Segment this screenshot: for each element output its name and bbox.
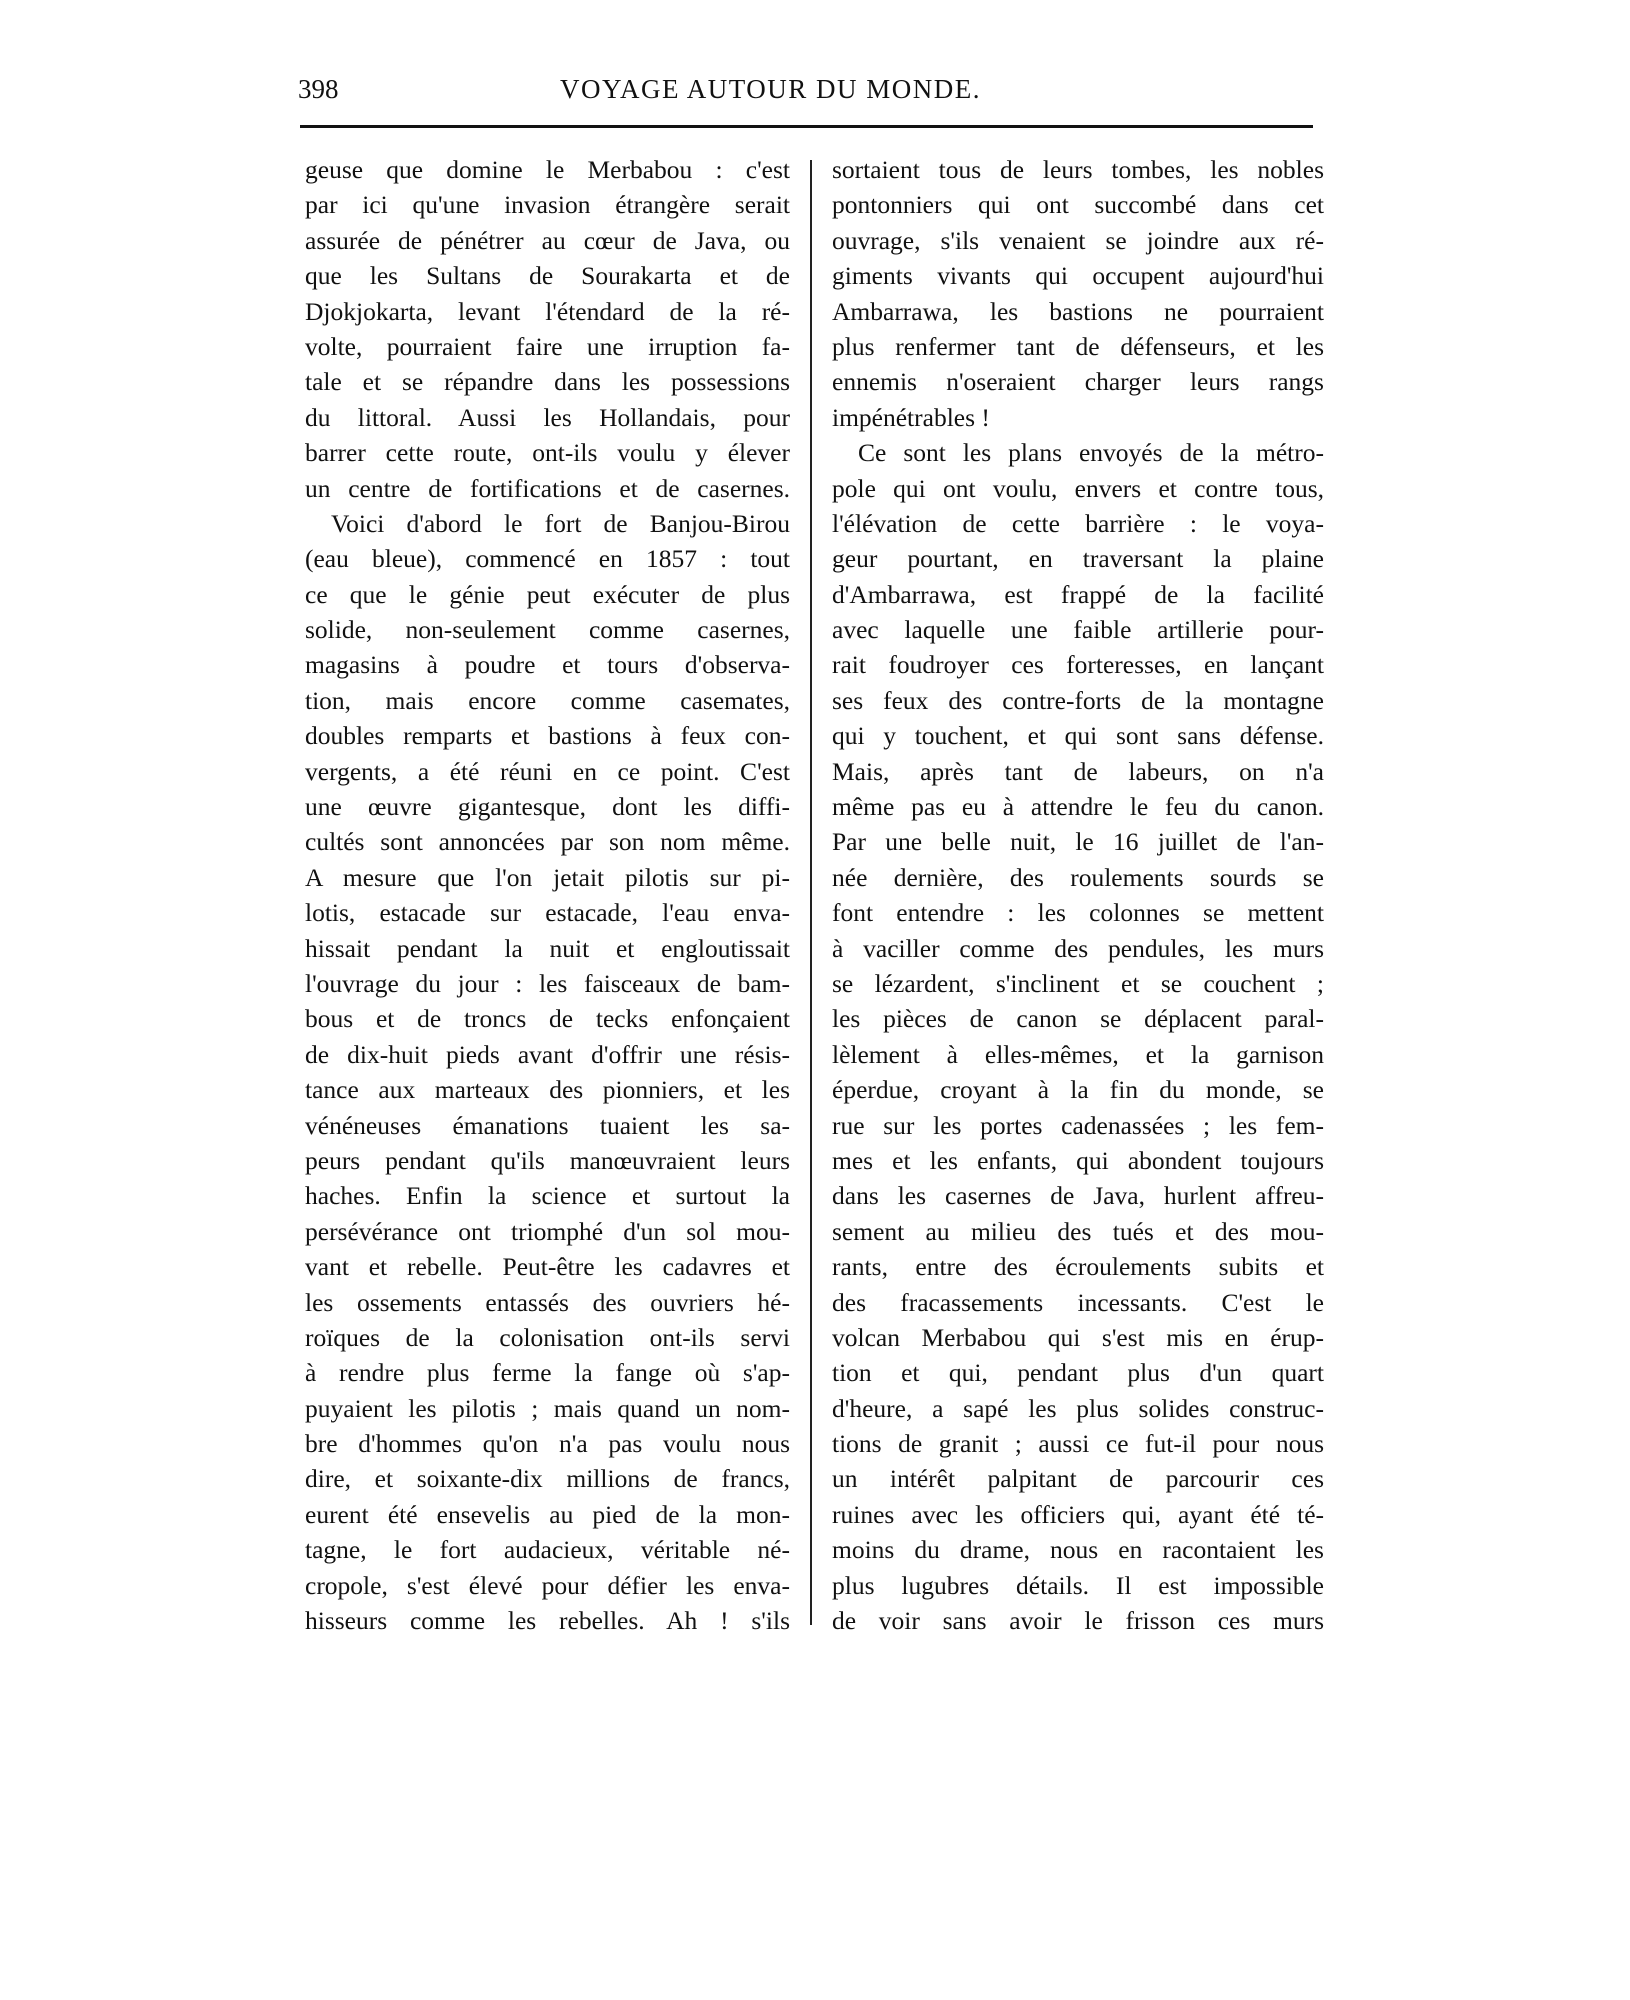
text-line: A mesure que l'on jetait pilotis sur pi- bbox=[305, 862, 790, 892]
text-line: pontonniers qui ont succombé dans cet bbox=[832, 190, 1324, 220]
text-line: vant et rebelle. Peut-être les cadavres et bbox=[305, 1252, 790, 1282]
right-column bbox=[832, 152, 1324, 1638]
text-line: plus lugubres détails. Il est impossible bbox=[832, 1570, 1324, 1600]
text-line: à vaciller comme des pendules, les murs bbox=[832, 933, 1324, 963]
text-line: persévérance ont triomphé d'un sol mou- bbox=[305, 1216, 790, 1246]
text-line: (eau bleue), commencé en 1857 : tout bbox=[305, 544, 790, 574]
text-line: que les Sultans de Sourakarta et de bbox=[305, 261, 790, 291]
text-line: puyaient les pilotis ; mais quand un nom- bbox=[305, 1393, 790, 1423]
text-line: Voici d'abord le fort de Banjou-Birou bbox=[331, 508, 790, 538]
text-line: ce que le génie peut exécuter de plus bbox=[305, 579, 790, 609]
text-line: barrer cette route, ont-ils voulu y élever bbox=[305, 438, 790, 468]
text-line: mes et les enfants, qui abondent toujours bbox=[832, 1145, 1324, 1175]
text-line: volcan Merbabou qui s'est mis en érup- bbox=[832, 1322, 1324, 1352]
text-line: par ici qu'une invasion étrangère serait bbox=[305, 190, 790, 220]
text-line: geur pourtant, en traversant la plaine bbox=[832, 544, 1324, 574]
text-line: qui y touchent, et qui sont sans défense. bbox=[832, 721, 1324, 751]
text-line: vergents, a été réuni en ce point. C'est bbox=[305, 756, 790, 786]
text-line: de dix-huit pieds avant d'offrir une résis- bbox=[305, 1039, 790, 1069]
text-line: l'élévation de cette barrière : le voya- bbox=[832, 508, 1324, 538]
text-line: bous et de troncs de tecks enfonçaient bbox=[305, 1004, 790, 1034]
text-line: Par une belle nuit, le 16 juillet de l'an- bbox=[832, 827, 1324, 857]
text-line: lèlement à elles-mêmes, et la garnison bbox=[832, 1039, 1324, 1069]
text-line: les pièces de canon se déplacent paral- bbox=[832, 1004, 1324, 1034]
text-line: éperdue, croyant à la fin du monde, se bbox=[832, 1075, 1324, 1105]
text-line: peurs pendant qu'ils manœuvraient leurs bbox=[305, 1145, 790, 1175]
text-line: née dernière, des roulements sourds se bbox=[832, 862, 1324, 892]
text-line: pole qui ont voulu, envers et contre tous, bbox=[832, 473, 1324, 503]
text-line: une œuvre gigantesque, dont les diffi- bbox=[305, 792, 790, 822]
text-line: rait foudroyer ces forteresses, en lançant bbox=[832, 650, 1324, 680]
text-line: hisseurs comme les rebelles. Ah ! s'ils bbox=[305, 1606, 790, 1636]
text-line: un centre de fortifications et de casernes. bbox=[305, 473, 790, 503]
text-line: Ambarrawa, les bastions ne pourraient bbox=[832, 296, 1324, 326]
text-line: doubles remparts et bastions à feux con- bbox=[305, 721, 790, 751]
text-line: tion, mais encore comme casemates, bbox=[305, 685, 790, 715]
text-line: tions de granit ; aussi ce fut-il pour nous bbox=[832, 1429, 1324, 1459]
text-line: impénétrables ! bbox=[832, 402, 990, 432]
text-line: hissait pendant la nuit et engloutissait bbox=[305, 933, 790, 963]
text-line: ouvrage, s'ils venaient se joindre aux ré- bbox=[832, 225, 1324, 255]
text-line: ennemis n'oseraient charger leurs rangs bbox=[832, 367, 1324, 397]
text-line: cultés sont annoncées par son nom même. bbox=[305, 827, 790, 857]
text-line: d'Ambarrawa, est frappé de la facilité bbox=[832, 579, 1324, 609]
text-line: à rendre plus ferme la fange où s'ap- bbox=[305, 1358, 790, 1388]
text-line: Mais, après tant de labeurs, on n'a bbox=[832, 756, 1324, 786]
text-line: rue sur les portes cadenassées ; les fem- bbox=[832, 1110, 1324, 1140]
text-line: giments vivants qui occupent aujourd'hui bbox=[832, 261, 1324, 291]
text-line: ruines avec les officiers qui, ayant été té- bbox=[832, 1499, 1324, 1529]
text-line: même pas eu à attendre le feu du canon. bbox=[832, 792, 1324, 822]
text-line: tance aux marteaux des pionniers, et les bbox=[305, 1075, 790, 1105]
text-line: tale et se répandre dans les possessions bbox=[305, 367, 790, 397]
text-line: sement au milieu des tués et des mou- bbox=[832, 1216, 1324, 1246]
text-line: des fracassements incessants. C'est le bbox=[832, 1287, 1324, 1317]
text-line: tion et qui, pendant plus d'un quart bbox=[832, 1358, 1324, 1388]
text-line: cropole, s'est élevé pour défier les enva- bbox=[305, 1570, 790, 1600]
left-column bbox=[305, 152, 790, 1638]
text-line: un intérêt palpitant de parcourir ces bbox=[832, 1464, 1324, 1494]
text-line: de voir sans avoir le frisson ces murs bbox=[832, 1606, 1324, 1636]
column-divider bbox=[810, 160, 812, 1625]
text-line: moins du drame, nous en racontaient les bbox=[832, 1535, 1324, 1565]
text-line: eurent été ensevelis au pied de la mon- bbox=[305, 1499, 790, 1529]
text-line: vénéneuses émanations tuaient les sa- bbox=[305, 1110, 790, 1140]
text-line: magasins à poudre et tours d'observa- bbox=[305, 650, 790, 680]
text-line: roïques de la colonisation ont-ils servi bbox=[305, 1322, 790, 1352]
text-line: solide, non-seulement comme casernes, bbox=[305, 615, 790, 645]
text-line: les ossements entassés des ouvriers hé- bbox=[305, 1287, 790, 1317]
text-line: se lézardent, s'inclinent et se couchent ; bbox=[832, 968, 1324, 998]
text-line: tagne, le fort audacieux, véritable né- bbox=[305, 1535, 790, 1565]
text-line: lotis, estacade sur estacade, l'eau enva- bbox=[305, 898, 790, 928]
text-line: dans les casernes de Java, hurlent affreu- bbox=[832, 1181, 1324, 1211]
text-line: du littoral. Aussi les Hollandais, pour bbox=[305, 402, 790, 432]
text-line: bre d'hommes qu'on n'a pas voulu nous bbox=[305, 1429, 790, 1459]
text-line: haches. Enfin la science et surtout la bbox=[305, 1181, 790, 1211]
running-title: VOYAGE AUTOUR DU MONDE. bbox=[560, 74, 982, 104]
text-line: Ce sont les plans envoyés de la métro- bbox=[858, 438, 1324, 468]
page-number: 398 bbox=[298, 74, 339, 104]
header-rule bbox=[300, 125, 1313, 128]
text-line: Djokjokarta, levant l'étendard de la ré- bbox=[305, 296, 790, 326]
text-line: volte, pourraient faire une irruption fa- bbox=[305, 331, 790, 361]
text-line: dire, et soixante-dix millions de francs, bbox=[305, 1464, 790, 1494]
text-line: sortaient tous de leurs tombes, les nobles bbox=[832, 155, 1324, 184]
text-line: font entendre : les colonnes se mettent bbox=[832, 898, 1324, 928]
text-line: geuse que domine le Merbabou : c'est bbox=[305, 155, 790, 184]
text-line: avec laquelle une faible artillerie pour- bbox=[832, 615, 1324, 645]
text-line: assurée de pénétrer au cœur de Java, ou bbox=[305, 225, 790, 255]
text-line: l'ouvrage du jour : les faisceaux de bam- bbox=[305, 968, 790, 998]
text-line: plus renfermer tant de défenseurs, et les bbox=[832, 331, 1324, 361]
text-line: ses feux des contre-forts de la montagne bbox=[832, 685, 1324, 715]
text-line: d'heure, a sapé les plus solides construc- bbox=[832, 1393, 1324, 1423]
text-line: rants, entre des écroulements subits et bbox=[832, 1252, 1324, 1282]
